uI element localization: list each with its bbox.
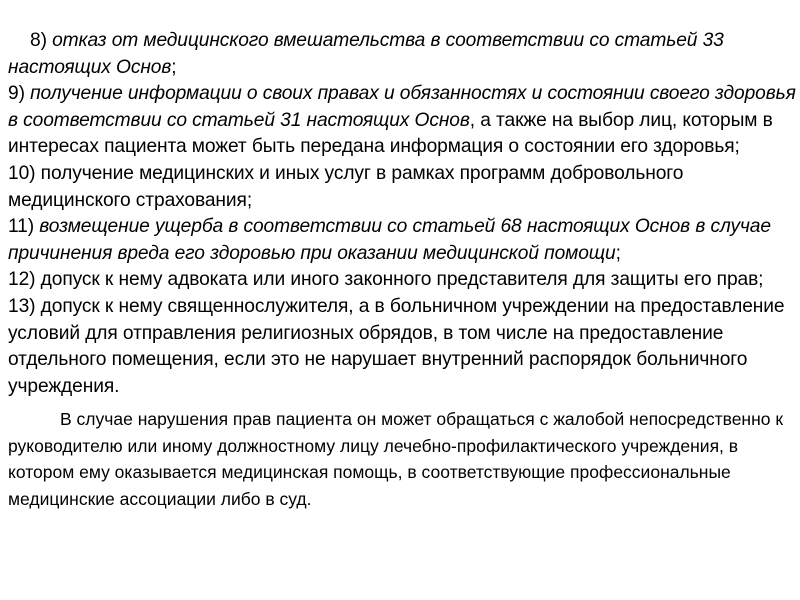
item-number: 12) — [8, 269, 41, 291]
list-item-13 — [8, 294, 796, 400]
footer-text: В случае нарушения прав пациента он может обращаться с жалобой непосредственно к руководителю или иному должностному лицу лечебно-профилактического учреждения, в котором ему оказывается медицинская помощь, в соответствующие профессиональные медицинские ассоциации либо в суд. — [8, 409, 784, 509]
item-text: ; — [171, 56, 177, 78]
item-text: , а также на выбор лиц, которым в интересах пациента может быть передана информация о состоянии его здоровья; — [8, 109, 773, 158]
item-text: ; — [615, 242, 621, 264]
list-item-8 — [8, 28, 796, 81]
list-item-11 — [8, 214, 796, 267]
item-number: 8) — [30, 30, 53, 51]
item-text: допуск к нему священнослужителя, а в больничном учреждении на предоставление условий для отправления религиозных обрядов, в том числе на предоставление отдельного помещения, если это не нарушает внутренний распорядок больничного учреждения. — [8, 295, 785, 397]
item-number: 9) — [8, 83, 31, 105]
list-item-9 — [8, 81, 796, 161]
item-text: допуск к нему адвоката или иного законного представителя для защиты его прав; — [40, 269, 764, 291]
item-italic-text: отказ от медицинского вмешательства в соответствии со статьей 33 настоящих Основ — [8, 30, 724, 78]
document-page — [8, 28, 796, 512]
item-number: 11) — [8, 216, 40, 238]
item-number: 13) — [8, 295, 41, 317]
list-item-12 — [8, 267, 796, 294]
list-item-10 — [8, 161, 796, 214]
item-number: 10) — [8, 162, 41, 184]
footer-paragraph — [8, 406, 796, 512]
rights-list — [8, 28, 796, 400]
item-italic-text: получение информации о своих правах и обязанностях и состоянии своего здоровья в соответствии со статьей 31 настоящих Основ — [8, 83, 796, 131]
item-italic-text: возмещение ущерба в соответствии со статьей 68 настоящих Основ в случае причинения вреда его здоровью при оказании медицинской помощи — [8, 216, 771, 264]
item-text: получение медицинских и иных услуг в рамках программ добровольного медицинского страхования; — [8, 162, 684, 211]
